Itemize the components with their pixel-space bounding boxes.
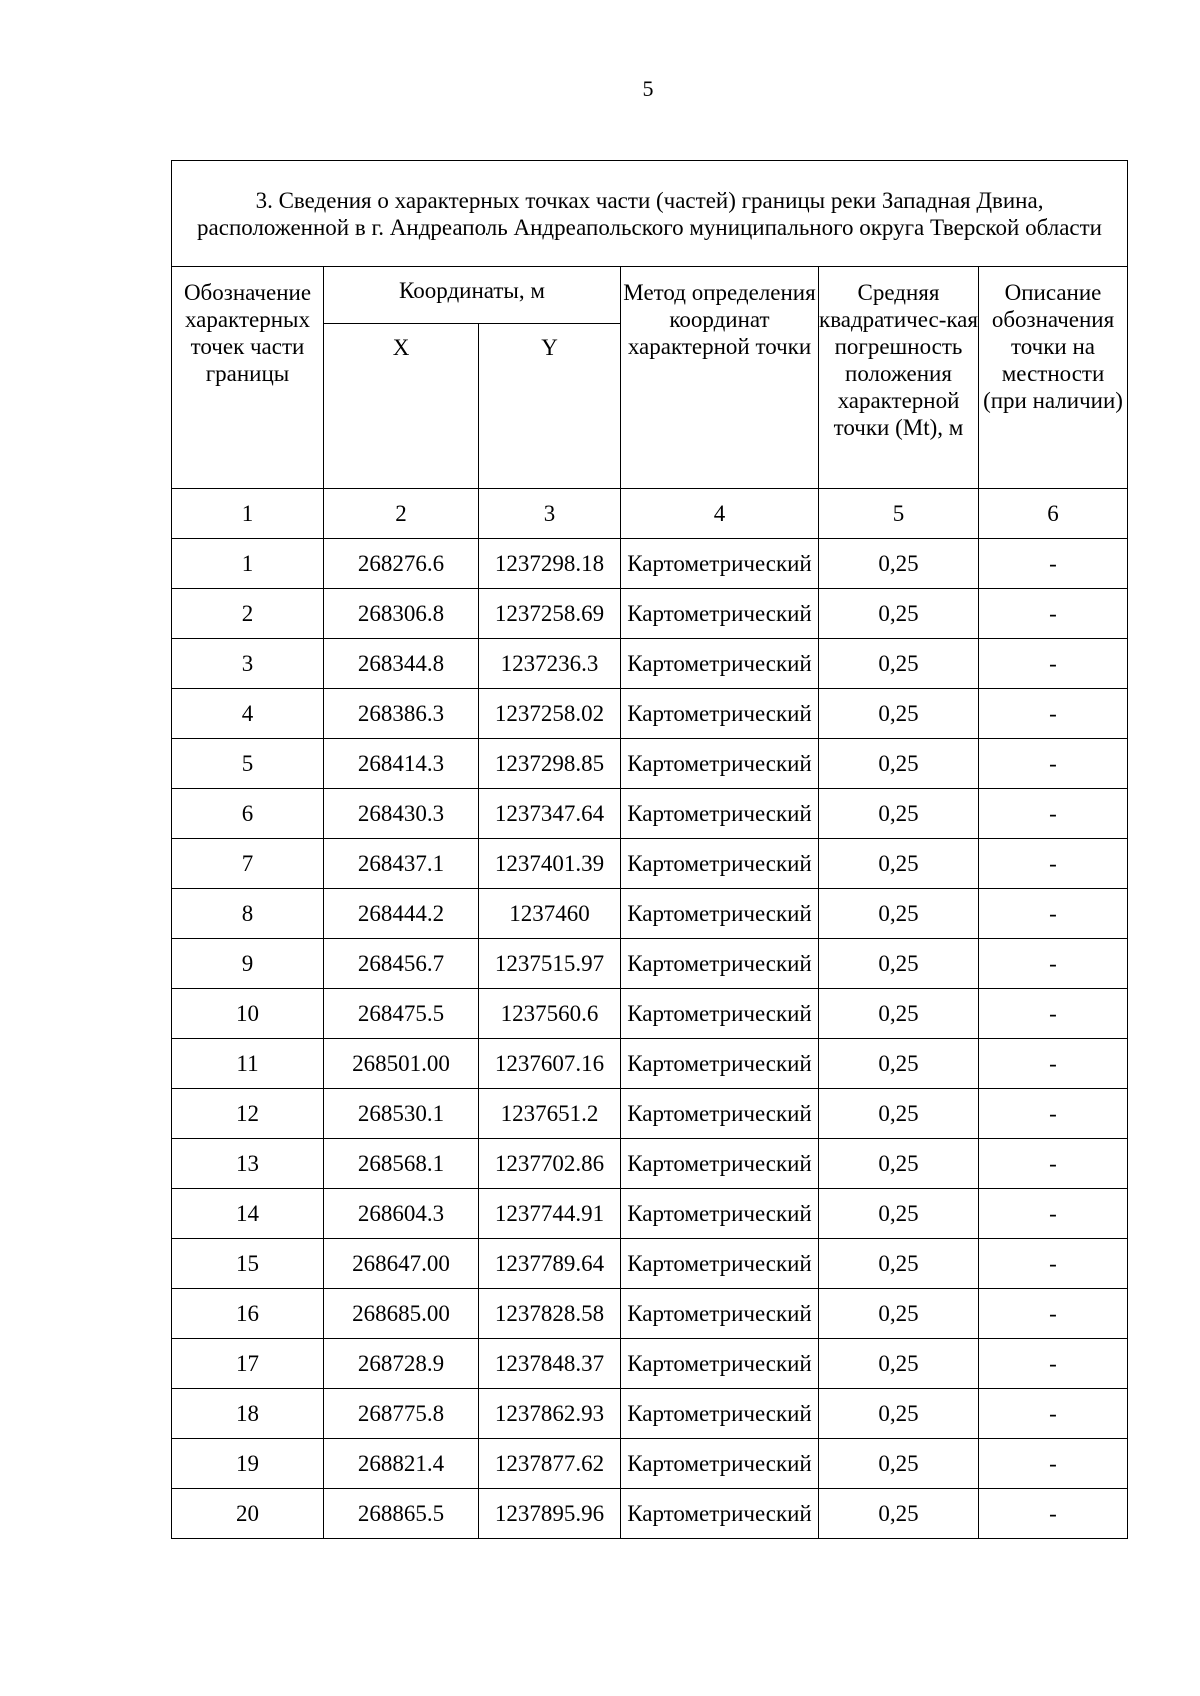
error-cell: 0,25 [819,1339,979,1389]
method-cell: Картометрический [621,1189,819,1239]
header-x: X [324,324,479,489]
description-cell: - [979,989,1128,1039]
y-coordinate-cell: 1237401.39 [479,839,621,889]
table-row [172,539,1128,589]
table-row [172,889,1128,939]
method-cell: Картометрический [621,889,819,939]
description-cell: - [979,1139,1128,1189]
method-cell: Картометрический [621,1489,819,1539]
table-row [172,1189,1128,1239]
x-coordinate-cell: 268568.1 [324,1139,479,1189]
y-coordinate-cell: 1237258.02 [479,689,621,739]
description-cell: - [979,1339,1128,1389]
table-row [172,1439,1128,1489]
header-error: Средняя квадратичес-кая погрешность положения характерной точки (Mt), м [819,267,979,489]
x-coordinate-cell: 268865.5 [324,1489,479,1539]
x-coordinate-cell: 268821.4 [324,1439,479,1489]
description-cell: - [979,1089,1128,1139]
error-cell: 0,25 [819,1239,979,1289]
y-coordinate-cell: 1237702.86 [479,1139,621,1189]
x-coordinate-cell: 268444.2 [324,889,479,939]
method-cell: Картометрический [621,789,819,839]
y-coordinate-cell: 1237744.91 [479,1189,621,1239]
description-cell: - [979,839,1128,889]
error-cell: 0,25 [819,1189,979,1239]
point-number-cell: 19 [172,1439,324,1489]
y-coordinate-cell: 1237895.96 [479,1489,621,1539]
method-cell: Картометрический [621,839,819,889]
table-row [172,589,1128,639]
method-cell: Картометрический [621,1039,819,1089]
error-cell: 0,25 [819,639,979,689]
x-coordinate-cell: 268501.00 [324,1039,479,1089]
table-row [172,1039,1128,1089]
x-coordinate-cell: 268530.1 [324,1089,479,1139]
y-coordinate-cell: 1237236.3 [479,639,621,689]
method-cell: Картометрический [621,1089,819,1139]
page-number: 5 [642,76,654,101]
error-cell: 0,25 [819,789,979,839]
column-number: 5 [819,489,979,539]
point-number-cell: 11 [172,1039,324,1089]
x-coordinate-cell: 268728.9 [324,1339,479,1389]
x-coordinate-cell: 268437.1 [324,839,479,889]
table-row [172,639,1128,689]
y-coordinate-cell: 1237460 [479,889,621,939]
column-number: 1 [172,489,324,539]
y-coordinate-cell: 1237347.64 [479,789,621,839]
header-description: Описание обозначения точки на местности (при наличии) [979,267,1128,489]
point-number-cell: 13 [172,1139,324,1189]
header-coordinates: Координаты, м [324,267,621,324]
table-row [172,1289,1128,1339]
point-number-cell: 7 [172,839,324,889]
x-coordinate-cell: 268685.00 [324,1289,479,1339]
y-coordinate-cell: 1237560.6 [479,989,621,1039]
column-number: 2 [324,489,479,539]
y-coordinate-cell: 1237515.97 [479,939,621,989]
method-cell: Картометрический [621,1339,819,1389]
description-cell: - [979,1489,1128,1539]
description-cell: - [979,639,1128,689]
method-cell: Картометрический [621,639,819,689]
point-number-cell: 17 [172,1339,324,1389]
point-number-cell: 8 [172,889,324,939]
table-row [172,1339,1128,1389]
x-coordinate-cell: 268475.5 [324,989,479,1039]
description-cell: - [979,939,1128,989]
error-cell: 0,25 [819,539,979,589]
table-row [172,1239,1128,1289]
table-row [172,1489,1128,1539]
x-coordinate-cell: 268430.3 [324,789,479,839]
x-coordinate-cell: 268386.3 [324,689,479,739]
point-number-cell: 6 [172,789,324,839]
table-row [172,939,1128,989]
y-coordinate-cell: 1237828.58 [479,1289,621,1339]
point-number-cell: 12 [172,1089,324,1139]
column-numbers-row [172,489,1128,539]
point-number-cell: 2 [172,589,324,639]
column-number: 4 [621,489,819,539]
description-cell: - [979,1389,1128,1439]
description-cell: - [979,889,1128,939]
description-cell: - [979,689,1128,739]
method-cell: Картометрический [621,689,819,739]
error-cell: 0,25 [819,689,979,739]
description-cell: - [979,1239,1128,1289]
table-row [172,789,1128,839]
point-number-cell: 3 [172,639,324,689]
x-coordinate-cell: 268276.6 [324,539,479,589]
method-cell: Картометрический [621,1139,819,1189]
y-coordinate-cell: 1237877.62 [479,1439,621,1489]
y-coordinate-cell: 1237298.18 [479,539,621,589]
description-cell: - [979,539,1128,589]
table-row [172,739,1128,789]
method-cell: Картометрический [621,939,819,989]
description-cell: - [979,789,1128,839]
point-number-cell: 20 [172,1489,324,1539]
description-cell: - [979,1289,1128,1339]
point-number-cell: 5 [172,739,324,789]
x-coordinate-cell: 268604.3 [324,1189,479,1239]
y-coordinate-cell: 1237848.37 [479,1339,621,1389]
error-cell: 0,25 [819,1489,979,1539]
method-cell: Картометрический [621,1239,819,1289]
error-cell: 0,25 [819,1089,979,1139]
y-coordinate-cell: 1237651.2 [479,1089,621,1139]
point-number-cell: 16 [172,1289,324,1339]
table-row [172,1389,1128,1439]
method-cell: Картометрический [621,1439,819,1489]
x-coordinate-cell: 268306.8 [324,589,479,639]
error-cell: 0,25 [819,889,979,939]
header-y: Y [479,324,621,489]
error-cell: 0,25 [819,1289,979,1339]
method-cell: Картометрический [621,739,819,789]
table-title: 3. Сведения о характерных точках части (частей) границы реки Западная Двина, расположенной в г. Андреаполь Андреапольского муниципального округа Тверской области [172,161,1128,267]
error-cell: 0,25 [819,589,979,639]
table-row [172,839,1128,889]
point-number-cell: 15 [172,1239,324,1289]
table-row [172,689,1128,739]
x-coordinate-cell: 268775.8 [324,1389,479,1439]
y-coordinate-cell: 1237298.85 [479,739,621,789]
column-number: 3 [479,489,621,539]
point-number-cell: 10 [172,989,324,1039]
table-row [172,1089,1128,1139]
method-cell: Картометрический [621,1289,819,1339]
error-cell: 0,25 [819,939,979,989]
method-cell: Картометрический [621,989,819,1039]
column-number: 6 [979,489,1128,539]
error-cell: 0,25 [819,1139,979,1189]
x-coordinate-cell: 268647.00 [324,1239,479,1289]
error-cell: 0,25 [819,739,979,789]
y-coordinate-cell: 1237862.93 [479,1389,621,1439]
description-cell: - [979,589,1128,639]
table-row [172,1139,1128,1189]
method-cell: Картометрический [621,589,819,639]
header-method: Метод определения координат характерной точки [621,267,819,489]
y-coordinate-cell: 1237789.64 [479,1239,621,1289]
method-cell: Картометрический [621,539,819,589]
characteristic-points-table [171,160,1128,1539]
point-number-cell: 14 [172,1189,324,1239]
error-cell: 0,25 [819,1439,979,1489]
point-number-cell: 18 [172,1389,324,1439]
description-cell: - [979,1039,1128,1089]
y-coordinate-cell: 1237607.16 [479,1039,621,1089]
description-cell: - [979,1189,1128,1239]
point-number-cell: 9 [172,939,324,989]
x-coordinate-cell: 268414.3 [324,739,479,789]
error-cell: 0,25 [819,1039,979,1089]
error-cell: 0,25 [819,839,979,889]
error-cell: 0,25 [819,989,979,1039]
error-cell: 0,25 [819,1389,979,1439]
y-coordinate-cell: 1237258.69 [479,589,621,639]
x-coordinate-cell: 268344.8 [324,639,479,689]
description-cell: - [979,1439,1128,1489]
point-number-cell: 1 [172,539,324,589]
method-cell: Картометрический [621,1389,819,1439]
x-coordinate-cell: 268456.7 [324,939,479,989]
point-number-cell: 4 [172,689,324,739]
description-cell: - [979,739,1128,789]
header-designation: Обозначение характерных точек части границы [172,267,324,489]
table-row [172,989,1128,1039]
